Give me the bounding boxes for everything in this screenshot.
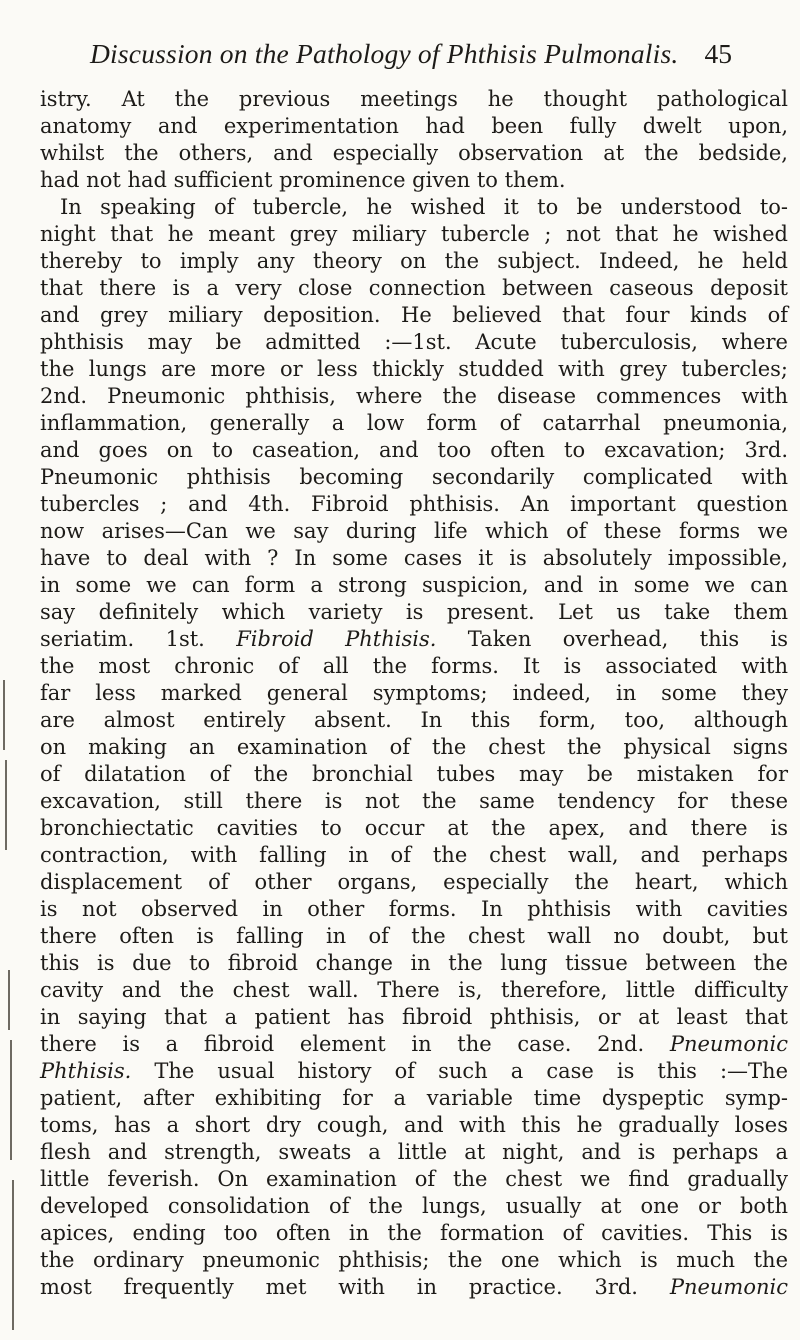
- running-head: [90, 38, 732, 72]
- text-line: there often is falling in of the chest wall no doubt, but: [40, 924, 788, 948]
- text-line: cavity and the chest wall. There is, therefore, little difficulty: [40, 978, 788, 1002]
- text-line: contraction, with falling in of the chest wall, and perhaps: [40, 843, 788, 867]
- text-line: bronchiectatic cavities to occur at the apex, and there is: [40, 816, 788, 840]
- text-line: developed consolidation of the lungs, usually at one or both: [40, 1194, 788, 1218]
- text-line: seriatim. 1st. Fibroid Phthisis. Taken overhead, this is: [40, 627, 788, 651]
- text-line: far less marked general symptoms; indeed, in some they: [40, 681, 788, 705]
- text-line: Pneumonic phthisis becoming secondarily complicated with: [40, 465, 788, 489]
- text-line: on making an examination of the chest the physical signs: [40, 735, 788, 759]
- text-line: had not had sufficient prominence given to them.: [40, 168, 566, 192]
- text-line: Phthisis. The usual history of such a case is this :—The: [40, 1059, 788, 1083]
- text-line: tubercles ; and 4th. Fibroid phthisis. An important question: [40, 492, 788, 516]
- gutter-marks: [0, 640, 16, 1340]
- text-line: anatomy and experimentation had been fully dwelt upon,: [40, 114, 788, 138]
- text-line: in saying that a patient has fibroid phthisis, or at least that: [40, 1005, 788, 1029]
- text-line: night that he meant grey miliary tubercle ; not that he wished: [40, 222, 788, 246]
- text-line: toms, has a short dry cough, and with this he gradually loses: [40, 1113, 788, 1137]
- text-line: have to deal with ? In some cases it is absolutely impossible,: [40, 546, 788, 570]
- text-line: 2nd. Pneumonic phthisis, where the disease commences with: [40, 384, 788, 408]
- text-line: is not observed in other forms. In phthisis with cavities: [40, 897, 788, 921]
- text-line: istry. At the previous meetings he thought pathological: [40, 87, 788, 111]
- text-line: In speaking of tubercle, he wished it to be understood to-: [60, 195, 788, 219]
- page-number: 45: [704, 38, 732, 69]
- text-line: there is a fibroid element in the case. 2nd. Pneumonic: [40, 1032, 788, 1056]
- text-line: the most chronic of all the forms. It is associated with: [40, 654, 788, 678]
- text-line: and goes on to caseation, and too often to excavation; 3rd.: [40, 438, 788, 462]
- running-title: Discussion on the Pathology of Phthisis Pulmonalis.: [90, 38, 679, 69]
- text-line: in some we can form a strong suspicion, and in some we can: [40, 573, 788, 597]
- text-line: patient, after exhibiting for a variable time dyspeptic symp-: [40, 1086, 788, 1110]
- text-line: phthisis may be admitted :—1st. Acute tuberculosis, where: [40, 330, 788, 354]
- text-line: say definitely which variety is present. Let us take them: [40, 600, 788, 624]
- text-line: now arises—Can we say during life which of these forms we: [40, 519, 788, 543]
- text-line: of dilatation of the bronchial tubes may be mistaken for: [40, 762, 788, 786]
- text-line: that there is a very close connection between caseous deposit: [40, 276, 788, 300]
- text-line: are almost entirely absent. In this form, too, although: [40, 708, 788, 732]
- text-line: little feverish. On examination of the chest we find gradually: [40, 1167, 788, 1191]
- text-line: apices, ending too often in the formation of cavities. This is: [40, 1221, 788, 1245]
- text-line: thereby to imply any theory on the subject. Indeed, he held: [40, 249, 788, 273]
- text-line: flesh and strength, sweats a little at night, and is perhaps a: [40, 1140, 788, 1164]
- text-line: and grey miliary deposition. He believed that four kinds of: [40, 303, 788, 327]
- body-text: [40, 86, 788, 1301]
- text-line: the lungs are more or less thickly studded with grey tubercles;: [40, 357, 788, 381]
- text-line: excavation, still there is not the same tendency for these: [40, 789, 788, 813]
- text-line: inflammation, generally a low form of catarrhal pneumonia,: [40, 411, 788, 435]
- text-line: this is due to fibroid change in the lung tissue between the: [40, 951, 788, 975]
- text-line: displacement of other organs, especially the heart, which: [40, 870, 788, 894]
- text-line: most frequently met with in practice. 3rd. Pneumonic: [40, 1275, 788, 1299]
- text-line: whilst the others, and especially observation at the bedside,: [40, 141, 788, 165]
- text-line: the ordinary pneumonic phthisis; the one which is much the: [40, 1248, 788, 1272]
